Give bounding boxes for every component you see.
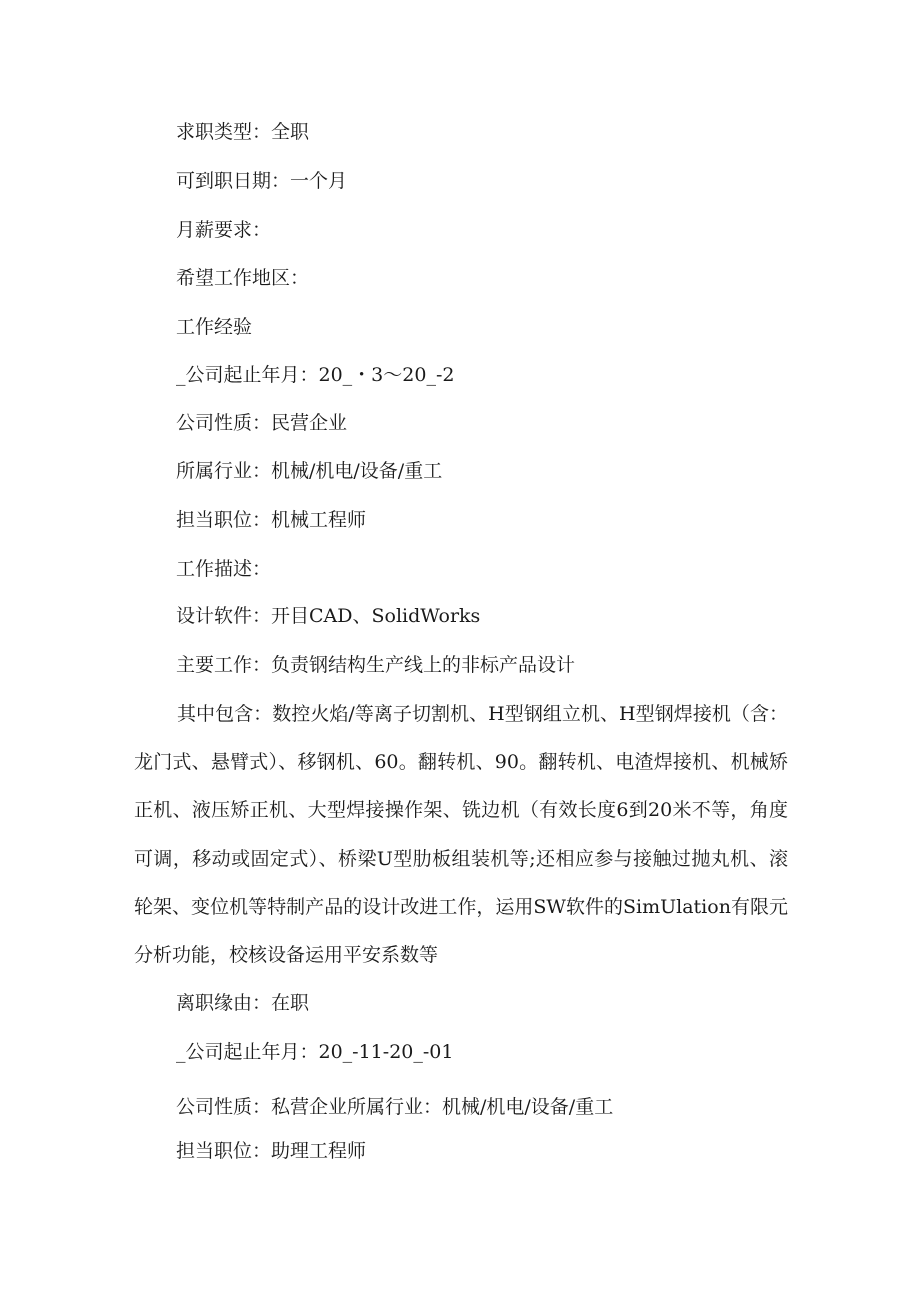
desired-region-line: 希望工作地区：	[176, 267, 310, 289]
position-line-2: 担当职位：助理工程师	[176, 1140, 367, 1162]
company-nature-line: 公司性质：民营企业	[176, 412, 348, 434]
main-work-line: 主要工作：负责钢结构生产线上的非标产品设计	[176, 654, 576, 676]
design-software-line: 设计软件：开目CAD、SolidWorks	[176, 605, 481, 627]
job-description-heading: 工作描述：	[176, 558, 272, 580]
work-experience-heading: 工作经验	[176, 316, 253, 338]
leave-reason-line: 离职缘由：在职	[176, 992, 310, 1014]
available-date-line: 可到职日期：一个月	[176, 170, 348, 192]
position-line: 担当职位：机械工程师	[176, 509, 367, 531]
company-period-line: _公司起止年月：20_・3～20_-2	[176, 364, 455, 386]
company-period-line-2: _公司起止年月：20_-11-20_-01	[176, 1041, 454, 1063]
salary-line: 月薪要求：	[176, 219, 272, 241]
company-nature-industry-line: 公司性质：私营企业所属行业：机械/机电/设备/重工	[176, 1096, 614, 1118]
industry-line: 所属行业：机械/机电/设备/重工	[176, 460, 443, 482]
work-detail-paragraph: 其中包含：数控火焰/等离子切割机、H型钢组立机、H型钢焊接机（含：龙门式、悬臂式）、移钢机、60。翻转机、90。翻转机、电渣焊接机、机械矫正机、液压矫正机、大型焊接操作架、铣边机（有效长度6到20米不等，角度可调，移动或固定式）、桥梁U型肋板组装机等;还相应参与接触过抛丸机、滚轮架、变位机等特制产品的设计改进工作，运用SW软件的SimUlation有限元分析功能，校核设备运用平安系数等	[134, 703, 788, 967]
job-type-line: 求职类型：全职	[176, 121, 310, 143]
